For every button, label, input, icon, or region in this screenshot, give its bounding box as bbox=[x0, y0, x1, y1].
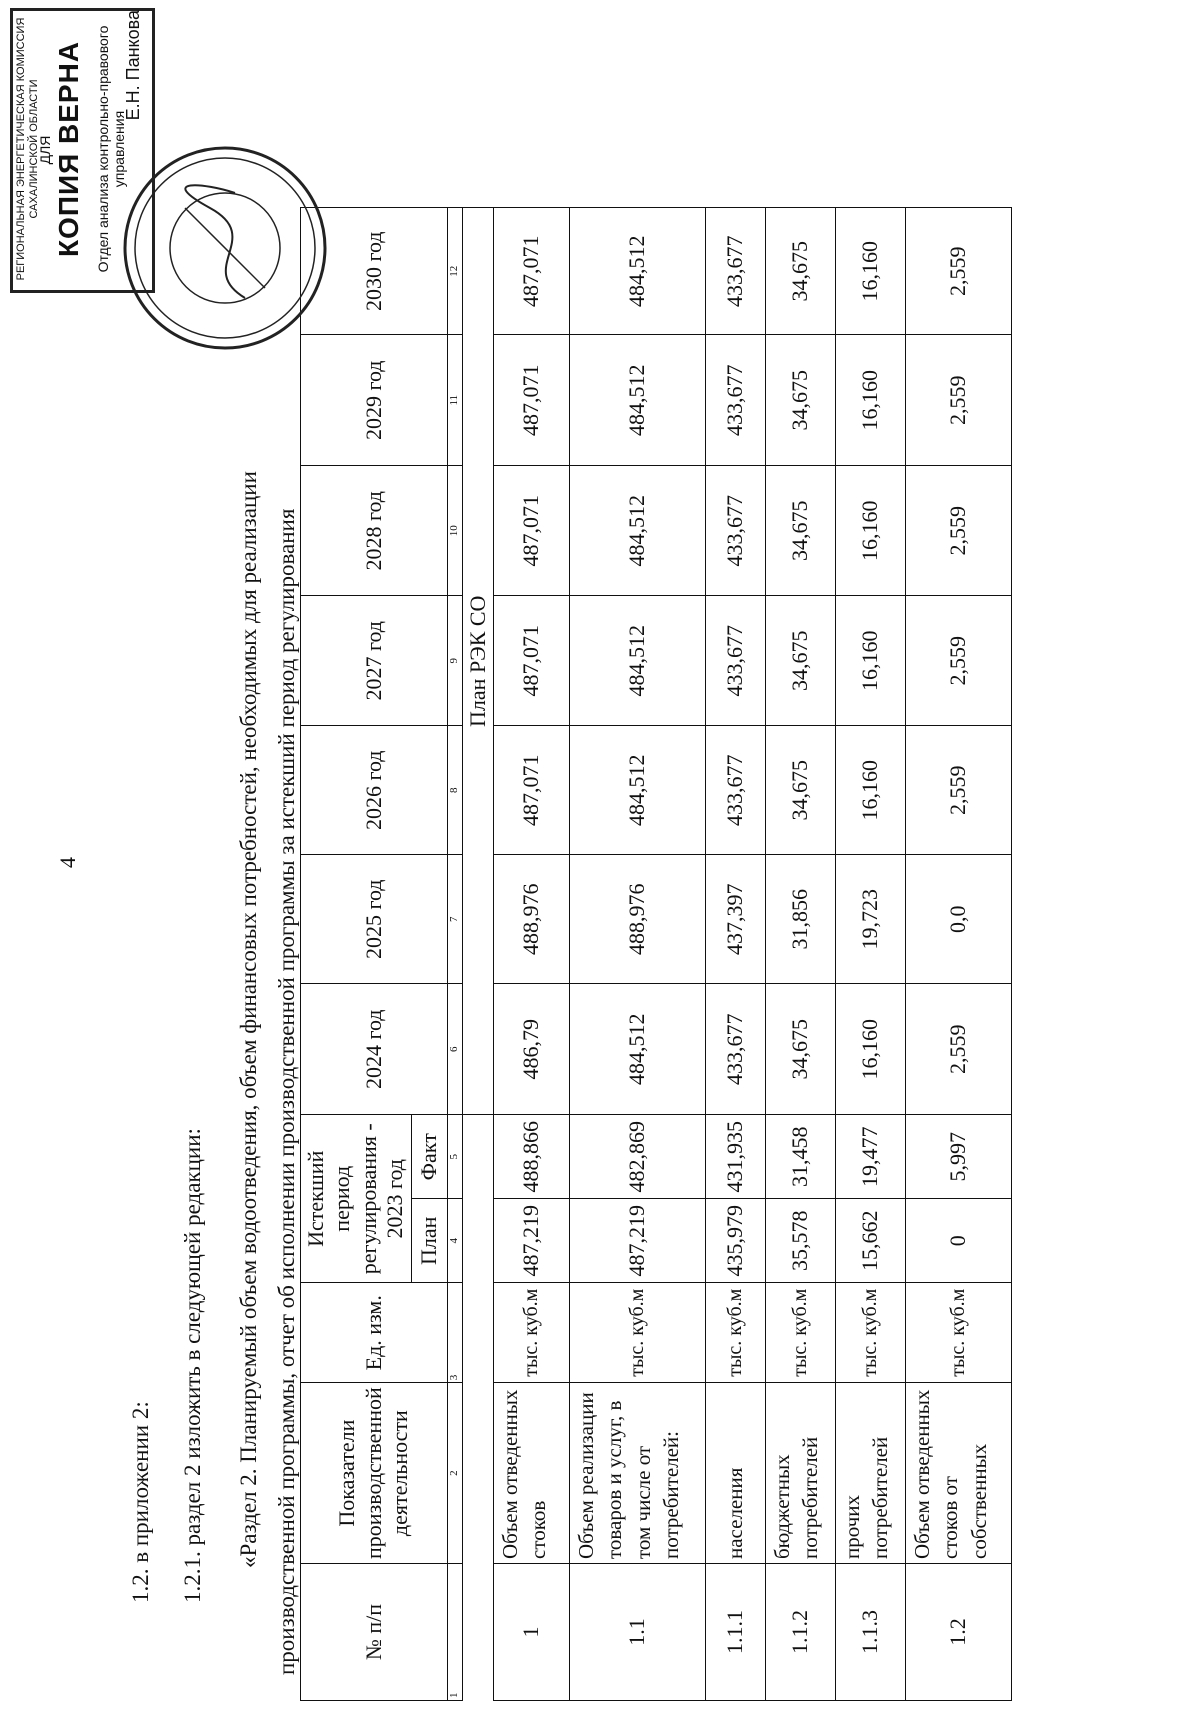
column-number: 10 bbox=[447, 466, 462, 596]
row-fact: 19,477 bbox=[835, 1115, 905, 1199]
row-2025: 19,723 bbox=[835, 855, 905, 984]
row-2027: 16,160 bbox=[835, 596, 905, 726]
row-unit: тыс. куб.м bbox=[905, 1283, 1011, 1383]
column-number: 5 bbox=[447, 1115, 462, 1199]
row-unit: тыс. куб.м bbox=[569, 1283, 705, 1383]
header-plan: План bbox=[411, 1199, 447, 1283]
row-2026: 2,559 bbox=[905, 726, 1011, 855]
header-2028: 2028 год bbox=[301, 466, 448, 596]
row-2029: 16,160 bbox=[835, 335, 905, 466]
row-fact: 5,997 bbox=[905, 1115, 1011, 1199]
column-number: 1 bbox=[447, 1564, 462, 1701]
row-2027: 34,675 bbox=[765, 596, 835, 726]
plan-rek-row bbox=[462, 208, 493, 1701]
column-number: 12 bbox=[447, 208, 462, 335]
row-unit: тыс. куб.м bbox=[493, 1283, 569, 1383]
row-2030: 16,160 bbox=[835, 208, 905, 335]
plan-rek-spacer bbox=[462, 1115, 493, 1701]
row-num: 1.1 bbox=[569, 1564, 705, 1701]
plan-rek-label: План РЭК СО bbox=[462, 208, 493, 1115]
header-2025: 2025 год bbox=[301, 855, 448, 984]
row-num: 1 bbox=[493, 1564, 569, 1701]
table-row bbox=[905, 208, 1011, 1701]
row-plan: 435,979 bbox=[705, 1199, 765, 1283]
row-indicator: Объем отведенных стоков от собственных bbox=[905, 1383, 1011, 1564]
row-2025: 31,856 bbox=[765, 855, 835, 984]
table-row bbox=[569, 208, 705, 1701]
row-2024: 2,559 bbox=[905, 984, 1011, 1115]
row-2030: 34,675 bbox=[765, 208, 835, 335]
row-2026: 433,677 bbox=[705, 726, 765, 855]
stamp-org: РЕГИОНАЛЬНАЯ ЭНЕРГЕТИЧЕСКАЯ КОМИССИЯ САХАЛИНСКОЙ ОБЛАСТИ bbox=[15, 17, 40, 281]
intro-line-1: 1.2. в приложении 2: bbox=[128, 1401, 153, 1603]
stamp-title: КОПИЯ ВЕРНА bbox=[53, 40, 84, 258]
column-number: 6 bbox=[447, 984, 462, 1115]
row-indicator: населения bbox=[705, 1383, 765, 1564]
row-2029: 484,512 bbox=[569, 335, 705, 466]
row-num: 1.2 bbox=[905, 1564, 1011, 1701]
header-unit: Ед. изм. bbox=[301, 1283, 448, 1383]
row-unit: тыс. куб.м bbox=[705, 1283, 765, 1383]
row-2028: 34,675 bbox=[765, 466, 835, 596]
table-row bbox=[765, 208, 835, 1701]
row-2027: 2,559 bbox=[905, 596, 1011, 726]
row-num: 1.1.3 bbox=[835, 1564, 905, 1701]
row-2028: 484,512 bbox=[569, 466, 705, 596]
column-number-row bbox=[447, 208, 462, 1701]
header-fact: Факт bbox=[411, 1115, 447, 1199]
stamp-role: Отдел анализа контрольно-правового управления bbox=[95, 25, 127, 273]
row-plan: 0 bbox=[905, 1199, 1011, 1283]
column-number: 2 bbox=[447, 1383, 462, 1564]
stamp-signer: Е.Н. Панкова bbox=[123, 10, 143, 121]
row-2028: 487,071 bbox=[493, 466, 569, 596]
row-2029: 433,677 bbox=[705, 335, 765, 466]
row-plan: 15,662 bbox=[835, 1199, 905, 1283]
row-2025: 488,976 bbox=[493, 855, 569, 984]
row-2026: 34,675 bbox=[765, 726, 835, 855]
row-2026: 487,071 bbox=[493, 726, 569, 855]
row-2025: 437,397 bbox=[705, 855, 765, 984]
section-heading-line-1: «Раздел 2. Планируемый объем водоотведения, объем финансовых потребностей, необходимых для реализации bbox=[236, 471, 261, 1568]
intro-line-2: 1.2.1. раздел 2 изложить в следующей редакции: bbox=[180, 1128, 205, 1603]
column-number: 8 bbox=[447, 726, 462, 855]
row-2030: 433,677 bbox=[705, 208, 765, 335]
table-row bbox=[835, 208, 905, 1701]
column-number: 7 bbox=[447, 855, 462, 984]
row-indicator: бюджетных потребителей bbox=[765, 1383, 835, 1564]
header-2027: 2027 год bbox=[301, 596, 448, 726]
row-indicator: прочих потребителей bbox=[835, 1383, 905, 1564]
row-2026: 484,512 bbox=[569, 726, 705, 855]
row-2027: 433,677 bbox=[705, 596, 765, 726]
row-2028: 2,559 bbox=[905, 466, 1011, 596]
column-number: 11 bbox=[447, 335, 462, 466]
column-number: 9 bbox=[447, 596, 462, 726]
row-2024: 486,79 bbox=[493, 984, 569, 1115]
row-fact: 431,935 bbox=[705, 1115, 765, 1199]
header-2024: 2024 год bbox=[301, 984, 448, 1115]
row-indicator: Объем реализации товаров и услуг, в том числе от потребителей: bbox=[569, 1383, 705, 1564]
row-2026: 16,160 bbox=[835, 726, 905, 855]
row-2027: 484,512 bbox=[569, 596, 705, 726]
row-2029: 34,675 bbox=[765, 335, 835, 466]
header-indicator: Показатели производственной деятельности bbox=[301, 1383, 448, 1564]
header-2030: 2030 год bbox=[301, 208, 448, 335]
header-period: Истекший период регулирования - 2023 год bbox=[301, 1115, 412, 1283]
table-row bbox=[493, 208, 569, 1701]
production-table bbox=[300, 207, 1012, 1701]
column-number: 3 bbox=[447, 1283, 462, 1383]
row-fact: 488,866 bbox=[493, 1115, 569, 1199]
header-2026: 2026 год bbox=[301, 726, 448, 855]
row-2024: 433,677 bbox=[705, 984, 765, 1115]
row-2024: 484,512 bbox=[569, 984, 705, 1115]
certified-copy-stamp bbox=[10, 8, 155, 293]
row-2029: 487,071 bbox=[493, 335, 569, 466]
section-heading-line-2: производственной программы, отчет об исполнении производственной программы за истекший период регулирования bbox=[274, 508, 299, 1675]
stamp-for: ДЛЯ bbox=[37, 135, 53, 165]
row-plan: 35,578 bbox=[765, 1199, 835, 1283]
row-num: 1.1.1 bbox=[705, 1564, 765, 1701]
row-2028: 433,677 bbox=[705, 466, 765, 596]
row-2027: 487,071 bbox=[493, 596, 569, 726]
row-fact: 31,458 bbox=[765, 1115, 835, 1199]
row-2030: 487,071 bbox=[493, 208, 569, 335]
row-plan: 487,219 bbox=[493, 1199, 569, 1283]
row-2024: 34,675 bbox=[765, 984, 835, 1115]
header-2029: 2029 год bbox=[301, 335, 448, 466]
row-unit: тыс. куб.м bbox=[835, 1283, 905, 1383]
row-2028: 16,160 bbox=[835, 466, 905, 596]
row-num: 1.1.2 bbox=[765, 1564, 835, 1701]
row-unit: тыс. куб.м bbox=[765, 1283, 835, 1383]
row-2025: 488,976 bbox=[569, 855, 705, 984]
row-2029: 2,559 bbox=[905, 335, 1011, 466]
table-header-row bbox=[301, 208, 412, 1701]
row-indicator: Объем отведенных стоков bbox=[493, 1383, 569, 1564]
row-2030: 2,559 bbox=[905, 208, 1011, 335]
header-num: № п/п bbox=[301, 1564, 448, 1701]
row-fact: 482,869 bbox=[569, 1115, 705, 1199]
column-number: 4 bbox=[447, 1199, 462, 1283]
row-plan: 487,219 bbox=[569, 1199, 705, 1283]
row-2025: 0,0 bbox=[905, 855, 1011, 984]
row-2024: 16,160 bbox=[835, 984, 905, 1115]
table-row bbox=[705, 208, 765, 1701]
row-2030: 484,512 bbox=[569, 208, 705, 335]
page-number: 4 bbox=[55, 857, 80, 868]
